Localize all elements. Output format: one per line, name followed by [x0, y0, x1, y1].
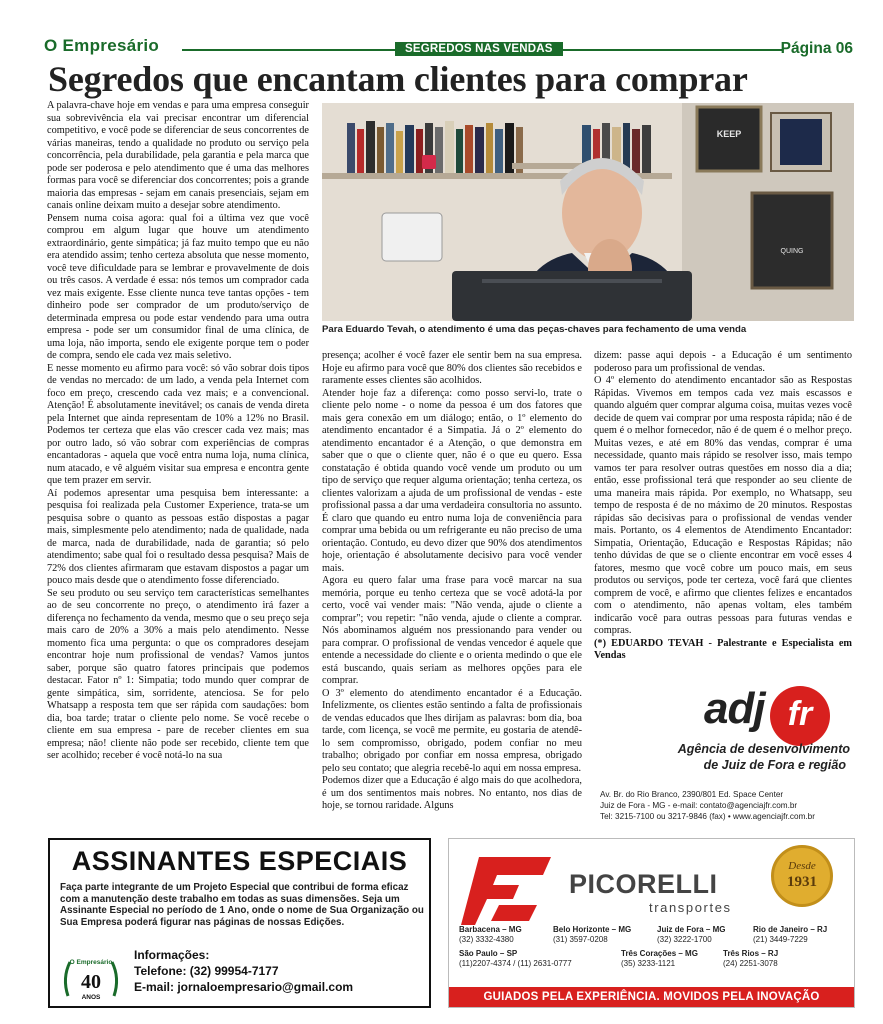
article-column-2: [322, 350, 582, 830]
article-title: Segredos que encantam clientes para comprar: [48, 59, 748, 99]
picorelli-name: PICORELLI: [569, 869, 718, 899]
info-label: Informações:: [134, 948, 210, 962]
branch-phone: (11)2207-4374 / (11) 2631-0777: [459, 958, 572, 968]
branch-city: São Paulo – SP: [459, 949, 518, 958]
seal-word: ANOS: [81, 994, 101, 1001]
photo-caption: Para Eduardo Tevah, o atendimento é uma das peças-chaves para fechamento de uma venda: [322, 324, 747, 335]
seal-years: 40: [81, 971, 101, 993]
paragraph: Podemos dizer que a Educação é algo mais do que acolhedora, é um dos sentimentos mais nobres. No entanto, nos dias de hoje, se tornou raridade. Alguns: [322, 775, 582, 811]
badge-top-text: Desde: [788, 860, 816, 872]
branch-phone: (24) 2251-3078: [723, 958, 778, 968]
paragraph: E nesse momento eu afirmo para você: só vão sobrar dois tipos de vendas no mercado: de um lado, a venda pela Internet com foco em preço, crescendo cada vez mais; e a convencional. Atenção! É absolutamente inevitável; os canais de venda direta pela Internet que ainda representam de 10% a 12% no Brasil. Podemos ter certeza que elas vão crescer cada vez mais; mas por outro lado, só vão sobrar com experiências de compras encantadoras - aquela que você entra numa loja, numa clínica, num atacado, e vê alguém visitar sua empresa e encontra gente que tem prazer em servir.: [47, 362, 309, 486]
article-photo: [322, 103, 854, 321]
since-1931-badge: [771, 845, 833, 907]
branch-phone: (31) 3597-0208: [553, 934, 608, 944]
agency-ad[interactable]: [594, 684, 854, 824]
paragraph: Pensem numa coisa agora: qual foi a última vez que você comprou em algum lugar que houve um atendimento extraordinário, gente simpática; já faz muito tempo que eu não era atendido assim; tenho certeza absoluta que nesse momento, você teve dificuldade para se lembrar e provavelmente de dois ou três casos. A verdade é essa: nós temos um comprador cada vez mais exigente. Esse cliente nunca teve tantas opções - tem dinheiro pode ser comprador de um produto/serviço de determinada empresa ou pode estar vendendo para uma outra empresa - pode ser um consumidor final de uma clínica, de uma loja, não importa, sendo ele exigente porque tem o poder de compra, sendo ele cada vez mais seletivo.: [47, 212, 309, 361]
agency-address-3: Tel: 3215-7100 ou 3217-9846 (fax) • www.agenciajfr.com.br: [600, 812, 815, 821]
subscribers-text: Faça parte integrante de um Projeto Especial que contribui de forma eficaz com a manutenção deste trabalho em todas as suas dimensões. Seja um Assinante Especial no período de 1 Ano, onde o nome de Sua Organização ou Sua Empresa poderá figurar nas páginas de nossas Edições.: [60, 882, 424, 928]
branch-city: Belo Horizonte – MG: [553, 925, 632, 934]
branch-phone: (32) 3332-4380: [459, 934, 514, 944]
branch-city: Rio de Janeiro – RJ: [753, 925, 828, 934]
contact-phone[interactable]: Telefone: (32) 99954-7177: [134, 964, 279, 978]
agency-logo-mark: fr: [770, 686, 830, 746]
contact-email[interactable]: E-mail: jornaloempresario@gmail.com: [134, 980, 354, 994]
branch-phone: (35) 3233-1121: [621, 958, 676, 968]
branch-city: Três Rios – RJ: [723, 949, 779, 958]
photo-illustration: [322, 103, 854, 321]
article-column-3: [594, 350, 852, 680]
article-column-1: [47, 100, 309, 830]
agency-address-1: Av. Br. do Rio Branco, 2390/801 Ed. Space Center: [600, 790, 784, 799]
paragraph: O 3º elemento do atendimento encantador é a Educação. Infelizmente, os clientes estão sentindo a falta de profissionais de vendas educados que lhes dirijam as palavras: bom dia, boa tarde, com licença, se você me permite, eu gostaria de atendê-lo sem compromisso, obrigado, podem confiar no meu trabalho; obrigado por confiar em nossa empresa, obrigado pelo seu contato; que alegria recebê-lo aqui em nossa empresa.: [322, 687, 582, 774]
branch-item: [753, 925, 827, 944]
badge-year: 1931: [787, 874, 817, 890]
branch-city: Juiz de Fora – MG: [657, 925, 726, 934]
branch-item: [621, 949, 698, 968]
paragraph: Agora eu quero falar uma frase para você marcar na sua memória, porque eu tenho certeza que se você adotá-la por certo, você vai vender mais: "Não venda, ajude o cliente a comprar"; vou repetir: "não venda, ajude o cliente a comprar. Nós abominamos alguém nos pressionando para vender ou para comprar. O profissional de vendas vencedor é aquele que entende a necessidade do cliente e o orienta medindo o que ele está buscando, quais seriam as melhores opções para ele comprar.: [322, 575, 582, 686]
book-text-keep: KEEP: [716, 129, 742, 139]
picorelli-ad[interactable]: [448, 838, 855, 1008]
paragraph: Se seu produto ou seu serviço tem características semelhantes ao de seu concorrente no preço, o atendimento irá fazer a diferença no fechamento da venda, mesmo que o seu preço seja mais caro de 20% a 30% a mais pelo atendimento. Nesse momento fica uma pergunta: o que os compradores desejam encontrar hoje num profissional de vendas? Vamos juntos saber, porque são quatro fatores principais que podemos destacar. Fator nº 1: Simpatia; todo mundo quer comprar de gente simpática, sim, sorridente, atenciosa. Se for pelo Whatsapp a resposta tem que ser rápida com saudações: bom dia, boa tarde; tratar o cliente pelo nome. Se você recebe o cliente em sua empresa - pare de receber clientes em sua empresa; não! cliente não pode ser recebido, cliente tem que ser acolhido; receber é você notá-lo na sua: [47, 587, 309, 761]
paragraph: O 4º elemento do atendimento encantador são as Respostas Rápidas. Vivemos em tempos cada vez mais escassos e quando alguém quer comprar alguma coisa, muitas vezes você decide de quem vai comprar por uma resposta rápida; não é de quem é o melhor fornecedor, não é de quem é o melhor preço. Muitas vezes, e até em 80% das vendas, comprar é uma necessidade, quanto mais rápido se resolver isso, mais tempo vamos ter para resolver outras questões em nosso dia a dia; então, esse profissional terá que responder ao seu cliente de uma maneira mais rápida. Por exemplo, no Whatsapp, seu tempo de resposta é de no máximo de 20 minutos. Respostas rápidas são decisivas para o profissional de vendas vender mais. Portanto, os 4 elementos de Atendimento Encantador: Simpatia, Orientação, Educação e Respostas Rápidas; não tenho dúvidas de que se o cliente encontrar em você esses 4 fatores, mesmo que você cobre um pouco mais, em seus produtos ou serviços, pode ter certeza, você fará que clientes comprem de você, e afirmo que clientes felizes e encantados com o atendimento, não apenas voltam, eles também indicarão você para outras pessoas para futuras vendas e compras.: [594, 375, 852, 636]
agency-logo: adj: [704, 684, 765, 733]
branch-phone: (32) 3222-1700: [657, 934, 712, 944]
agency-address-2: Juiz de Fora - MG - e-mail: contato@agenciajfr.com.br: [600, 801, 798, 810]
author-credit: (*) EDUARDO TEVAH - Palestrante e Especialista em Vendas: [594, 637, 852, 661]
seal-brand: O Empresário: [69, 959, 113, 966]
branch-city: Três Corações – MG: [621, 949, 698, 958]
paragraph: presença; acolher é você fazer ele sentir bem na sua empresa. Hoje eu afirmo para você que 80% dos clientes são recebidos e raramente esses clientes são acolhidos.: [322, 350, 582, 386]
picorelli-logo-icon: [459, 847, 559, 927]
paragraph: Atender hoje faz a diferença: como posso servi-lo, trate o cliente pelo nome - o nome da pessoa é um dos fatores que mais gera conexão em um diálogo; então, o 1º elemento do atendimento encantador é a Simpatia. Já o 2º elemento do atendimento encantador é a Atenção, o que demonstra em saber que o que o cliente quer, não é o que eu quero. Essa constatação é obtida quando você vende um produto ou um tipo de serviço que requer alguma orientação; tenha certeza, os clientes valorizam a ajuda de um profissional de vendas - este profissional passa a dar uma verdadeira consultoria no assunto. É claro que quando eu entro numa loja de conveniência para comprar uma bebida ou um refrigerante eu não preciso de uma orientação. Contudo, eu devo dizer que 90% dos atendimentos hoje, orientação é absolutamente decisivo para você vender mais.: [322, 387, 582, 574]
anniversary-seal-icon: [60, 952, 122, 1004]
book-text-quing: QUING: [780, 248, 804, 255]
picorelli-slogan: GUIADOS PELA EXPERIÊNCIA. MOVIDOS PELA INOVAÇÃO: [449, 987, 854, 1007]
agency-tagline-2: de Juiz de Fora e região: [703, 758, 846, 772]
paragraph: A palavra-chave hoje em vendas e para uma empresa conseguir sua sobrevivência ela vai precisar encontrar um diferencial competitivo, e você pode se diferenciar de seus concorrentes de várias maneiras, tendo a qualidade no produto ou serviço pela concorrência, pela durabilidade, pela garantia e pela marca que pode ser poderosa e pelo atendimento que é uma das melhores formas para você se diferenciar dos concorrentes; pois a grande maioria das empresas - sejam em canais presenciais, sejam em canais online deixam muito a desejar sobre atendimento.: [47, 100, 309, 211]
subscribers-box: [48, 838, 431, 1008]
branch-city: Barbacena – MG: [459, 925, 522, 934]
picorelli-subtitle: transportes: [649, 900, 732, 915]
agency-tagline-1: Agência de desenvolvimento: [677, 742, 850, 756]
paragraph: Aí podemos apresentar uma pesquisa bem interessante: a pesquisa foi realizada pela Customer Experience, trata-se um pesquisa sobre o quanto as pessoas estão dispostas a pagar mais, simplesmente pelo atendimento; nada de qualidade, nada de marca, nada de durabilidade, nada de garantia; só pelo atendimento; sabe qual foi o resultado dessa pesquisa? Mais de 72% dos clientes afirmaram que estavam dispostos a pagar um pouco mais desde que o atendimento fosse diferenciado.: [47, 487, 309, 586]
branch-item: [459, 925, 522, 944]
branch-item: [723, 949, 778, 968]
page-header: [0, 0, 883, 62]
page-number: Página 06: [780, 40, 853, 57]
branch-item: [553, 925, 631, 944]
branch-item: [459, 949, 572, 968]
category-label: SEGREDOS NAS VENDAS: [395, 42, 563, 56]
subscribers-title: ASSINANTES ESPECIAIS: [71, 846, 408, 876]
section-name: O Empresário: [44, 36, 160, 55]
branch-phone: (21) 3449-7229: [753, 934, 808, 944]
branch-item: [657, 925, 725, 944]
paragraph: dizem: passe aqui depois - a Educação é um sentimento poderoso para um profissional de vendas.: [594, 350, 852, 374]
